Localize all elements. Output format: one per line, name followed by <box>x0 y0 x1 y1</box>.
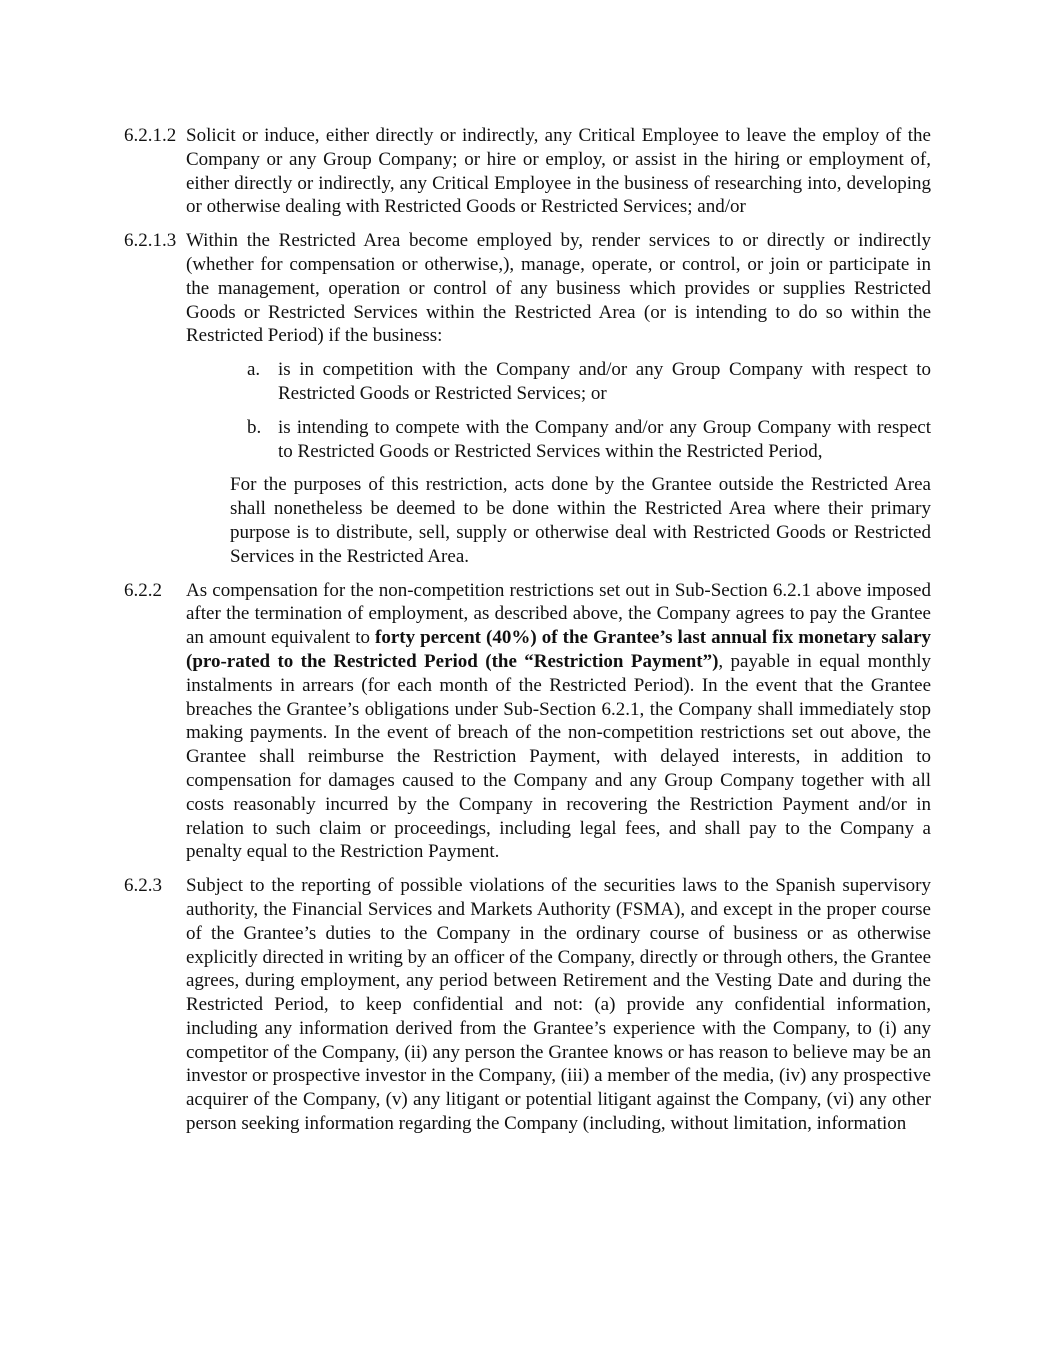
list-item-letter: a. <box>247 359 261 381</box>
clause-6-2-1-3 <box>124 229 931 348</box>
restriction-note-paragraph <box>230 473 931 568</box>
clause-text: Subject to the reporting of possible violations of the securities laws to the Spanish supervisory authority, the Financial Services and Markets Authority (FSMA), and except in the proper course of the Grantee’s duties to the Company in the ordinary course of business or as otherwise explicitly directed in writing by an officer of the Company, directly or through others, the Grantee agrees, during employment, any period between Retirement and the Vesting Date and during the Restricted Period, to keep confidential and not: (a) provide any confidential information, including any information derived from the Grantee’s experience with the Company, to (i) any competitor of the Company, (ii) any person the Grantee knows or has reason to believe may be an investor or prospective investor in the Company, (iii) a member of the media, (iv) any prospective acquirer of the Company, (v) any litigant or potential litigant against the Company, (vi) any other person seeking information regarding the Company (including, without limitation, information <box>186 875 931 1135</box>
clause-6-2-1-2 <box>124 124 931 219</box>
clause-text-intro: As compensation for the non-competition restrictions set out in Sub-Section 6.2.1 above imposed after the termination of employment, as described above, the Company agrees to pay the Grantee an amount equivalent to <box>186 579 931 649</box>
clause-number: 6.2.1.2 <box>124 125 177 146</box>
clause-6-2-3 <box>124 874 931 1136</box>
clause-number: 6.2.1.3 <box>124 230 177 252</box>
restriction-payment-term: forty percent (40%) of the Grantee’s last annual fix monetary salary (pro-rated to the Restricted Period (the “Restriction Payment”) <box>186 627 932 672</box>
list-item-text: is intending to compete with the Company and/or any Group Company with respect to Restricted Goods or Restricted Services within the Restricted Period, <box>278 416 931 462</box>
clause-text <box>186 579 931 865</box>
clause-text: Solicit or induce, either directly or indirectly, any Critical Employee to leave the employ of the Company or any Group Company; or hire or employ, or assist in the hiring or employment of, either directly or indirectly, any Critical Employee in the business of researching into, developing or otherwise dealing with Restricted Goods or Restricted Services; and/or <box>186 125 931 218</box>
clause-text: Within the Restricted Area become employed by, render services to or directly or indirectly (whether for compensation or otherwise,), manage, operate, or control, or join or participate in the management, operation or control of any business which provides or supplies Restricted Goods or Restricted Services within the Restricted Area (or is intending to do so within the Restricted Period) if the business: <box>186 230 931 347</box>
clause-6-2-2 <box>124 579 932 865</box>
clause-text-rest: , payable in equal monthly instalments in arrears (for each month of the Restricted Period). In the event that the Grantee breaches the Grantee’s obligations under Sub-Section 6.2.1, the Company shall immediately stop making payments. In the event of breach of the non-competition restrictions set out above, the Grantee shall reimburse the Restriction Payment, with delayed interests, in addition to compensation for damages caused to the Company and any Group Company together with all costs reasonably incurred by the Company in recovering the Restriction Payment and/or in relation to such claim or proceedings, including legal fees, and shall pay to the Company a penalty equal to the Restriction Payment. <box>186 650 931 863</box>
document-page <box>0 124 1055 1136</box>
list-item-letter: b. <box>247 416 262 438</box>
clause-number: 6.2.3 <box>124 875 162 897</box>
list-item <box>247 416 931 464</box>
list-item-text: is in competition with the Company and/or any Group Company with respect to Restricted Goods or Restricted Services; or <box>278 359 931 404</box>
clause-number: 6.2.2 <box>124 579 162 601</box>
list-item <box>247 358 931 406</box>
paragraph-text: For the purposes of this restriction, acts done by the Grantee outside the Restricted Area shall nonetheless be deemed to be done within the Restricted Area where their primary purpose is to distribute, sell, supply or otherwise deal with Restricted Goods or Restricted Services in the Restricted Area. <box>230 474 931 567</box>
